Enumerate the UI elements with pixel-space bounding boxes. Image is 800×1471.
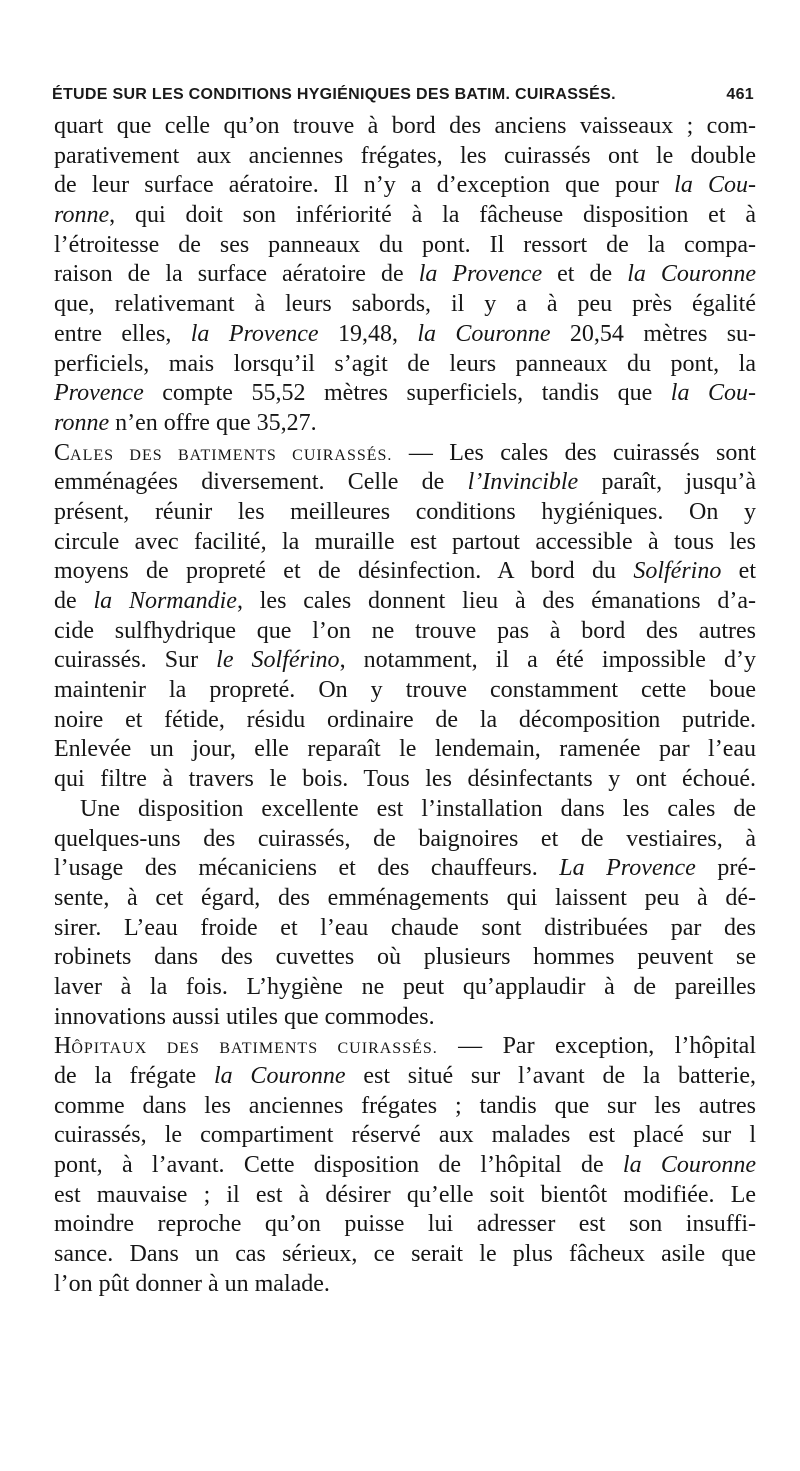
text-segment: quelques-uns des cuirassés, de baignoires et de vestiaires, à xyxy=(54,825,756,852)
text-line xyxy=(54,468,756,498)
text-line xyxy=(54,528,756,558)
text-line xyxy=(54,320,756,350)
text-segment: laver à la fois. L’hygiène ne peut qu’applaudir à de pareilles xyxy=(54,973,756,1000)
text-line xyxy=(54,557,756,587)
text-segment: emménagées diversement. Celle de xyxy=(54,469,468,496)
text-line xyxy=(54,112,756,142)
text-line xyxy=(54,379,756,409)
italic-text: la Couronne xyxy=(417,320,551,347)
text-line xyxy=(54,1210,756,1240)
text-line xyxy=(54,735,756,765)
text-segment: de la frégate xyxy=(54,1063,214,1089)
text-line xyxy=(54,825,756,855)
text-line xyxy=(54,795,756,825)
text-segment: parativement aux anciennes frégates, les cuirassés ont le double xyxy=(54,142,756,169)
text-segment: Enlevée un jour, elle reparaît le lendemain, ramenée par l’eau xyxy=(54,736,756,763)
section-heading-text: ALES DES BATIMENTS CUIRASSÉS. xyxy=(70,446,393,464)
text-segment: innovations aussi utiles que commodes. xyxy=(54,1003,435,1030)
text-segment: que, relativemant à leurs sabords, il y a à peu près égalité xyxy=(54,291,756,318)
text-segment: pont, à l’avant. Cette disposition de l’hôpital de xyxy=(54,1152,623,1179)
italic-text: la Couronne xyxy=(622,1152,756,1179)
italic-text: ronne xyxy=(54,409,110,436)
italic-text: la Normandie xyxy=(93,588,237,614)
italic-text: ronne xyxy=(54,202,110,229)
text-segment: — Les cales des cuirassés sont xyxy=(392,439,756,466)
text-line xyxy=(54,973,756,1003)
text-segment: noire et fétide, résidu ordinaire de la décomposition putride. xyxy=(54,706,756,733)
text-segment: de leur surface aératoire. Il n’y a d’exception que pour xyxy=(54,172,675,199)
italic-text: le Solférino xyxy=(216,647,340,674)
section-heading-text: C xyxy=(54,439,71,466)
text-line xyxy=(54,231,756,261)
text-segment: , les cales donnent lieu à des émanations d’a- xyxy=(236,588,756,614)
text-segment: , qui doit son infériorité à la fâcheuse disposition et à xyxy=(109,202,756,229)
text-line xyxy=(54,765,756,795)
text-segment: pré- xyxy=(695,855,756,882)
text-line xyxy=(54,350,756,380)
text-line xyxy=(54,260,756,290)
text-segment: cuirassés, le compartiment réservé aux malades est placé sur l xyxy=(54,1122,756,1149)
text-segment: l’on pût donner à un malade. xyxy=(54,1270,330,1297)
text-line xyxy=(54,201,756,231)
italic-text: Solférino xyxy=(633,558,722,585)
italic-text: la Cou- xyxy=(674,172,756,199)
text-line xyxy=(54,914,756,944)
text-segment: paraît, jusqu’à xyxy=(578,469,756,496)
italic-text: la Cou- xyxy=(670,380,756,407)
text-segment: entre elles, xyxy=(54,320,191,347)
text-segment: 19,48, xyxy=(318,320,418,347)
text-segment: sente, à cet égard, des emménagements qui laissent peu à dé- xyxy=(54,884,756,911)
italic-text: la Provence xyxy=(190,320,319,347)
text-line xyxy=(54,646,756,676)
text-line xyxy=(54,1032,756,1062)
text-line xyxy=(54,1151,756,1181)
text-segment: quart que celle qu’on trouve à bord des anciens vaisseaux ; com- xyxy=(54,113,756,139)
text-line xyxy=(54,884,756,914)
text-segment: cuirassés. Sur xyxy=(54,647,217,674)
text-line xyxy=(54,854,756,884)
text-segment: est situé sur l’avant de la batterie, xyxy=(345,1063,756,1089)
italic-text: La Provence xyxy=(559,855,696,882)
text-line xyxy=(54,1003,756,1033)
text-segment: circule avec facilité, la muraille est partout accessible à tous les xyxy=(54,528,756,555)
italic-text: la Provence xyxy=(418,261,543,288)
page-number: 461 xyxy=(726,86,754,103)
text-line xyxy=(54,171,756,201)
text-line xyxy=(54,1121,756,1151)
text-segment: perficiels, mais lorsqu’il s’agit de leurs panneaux du pont, la xyxy=(54,350,756,377)
text-segment: qui filtre à travers le bois. Tous les désinfectants y ont échoué. xyxy=(54,766,756,793)
text-line xyxy=(54,498,756,528)
text-segment: n’en offre que 35,27. xyxy=(109,409,317,436)
italic-text: la Couronne xyxy=(213,1063,346,1089)
text-line xyxy=(54,1062,756,1092)
text-segment: moyens de propreté et de désinfection. A bord du xyxy=(54,558,634,585)
text-segment: 20,54 mètres su- xyxy=(550,320,757,347)
text-segment: et xyxy=(721,558,756,585)
section-heading-text: ÔPITAUX DES BATIMENTS CUIRASSÉS. xyxy=(71,1040,438,1058)
text-segment: — Par exception, l’hôpital xyxy=(437,1033,756,1060)
text-line xyxy=(54,439,756,469)
text-line xyxy=(54,706,756,736)
text-line xyxy=(54,290,756,320)
text-segment: sance. Dans un cas sérieux, ce serait le plus fâcheux asile que xyxy=(54,1241,756,1268)
text-segment: présent, réunir les meilleures conditions hygiéniques. On y xyxy=(54,498,756,525)
text-line xyxy=(54,943,756,973)
text-segment: maintenir la propreté. On y trouve constamment cette boue xyxy=(54,677,756,704)
text-line xyxy=(54,409,756,439)
text-line xyxy=(54,587,756,617)
text-segment: raison de la surface aératoire de xyxy=(54,261,419,288)
text-segment: comme dans les anciennes frégates ; tandis que sur les autres xyxy=(54,1092,756,1119)
text-segment: Une disposition excellente est l’installation dans les cales de xyxy=(80,795,756,822)
italic-text: la Couronne xyxy=(627,261,756,288)
italic-text: Provence xyxy=(54,380,144,407)
text-line xyxy=(54,142,756,172)
text-segment: moindre reproche qu’on puisse lui adresser est son insuffi- xyxy=(54,1211,756,1238)
text-segment: compte 55,52 mètres superficiels, tandis que xyxy=(143,380,671,407)
text-line xyxy=(54,1270,756,1300)
italic-text: l’Invincible xyxy=(467,469,579,496)
text-line xyxy=(54,676,756,706)
text-segment: , notamment, il a été impossible d’y xyxy=(339,647,756,674)
text-segment: cide sulfhydrique que l’on ne trouve pas à bord des autres xyxy=(54,617,756,644)
body-text xyxy=(54,112,756,1300)
text-segment: robinets dans des cuvettes où plusieurs hommes peuvent se xyxy=(54,944,756,971)
text-segment: sirer. L’eau froide et l’eau chaude sont distribuées par des xyxy=(54,914,756,941)
text-segment: l’étroitesse de ses panneaux du pont. Il ressort de la compa- xyxy=(54,231,756,258)
text-segment: est mauvaise ; il est à désirer qu’elle soit bientôt modifiée. Le xyxy=(54,1181,756,1208)
text-line xyxy=(54,617,756,647)
text-segment: et de xyxy=(542,261,628,288)
text-segment: de xyxy=(54,588,94,614)
text-line xyxy=(54,1181,756,1211)
running-title: ÉTUDE SUR LES CONDITIONS HYGIÉNIQUES DES BATIM. CUIRASSÉS. xyxy=(52,86,616,103)
text-line xyxy=(54,1092,756,1122)
running-header xyxy=(52,86,754,110)
section-heading-text: H xyxy=(54,1033,72,1060)
text-line xyxy=(54,1240,756,1270)
text-segment: l’usage des mécaniciens et des chauffeurs. xyxy=(54,855,560,882)
